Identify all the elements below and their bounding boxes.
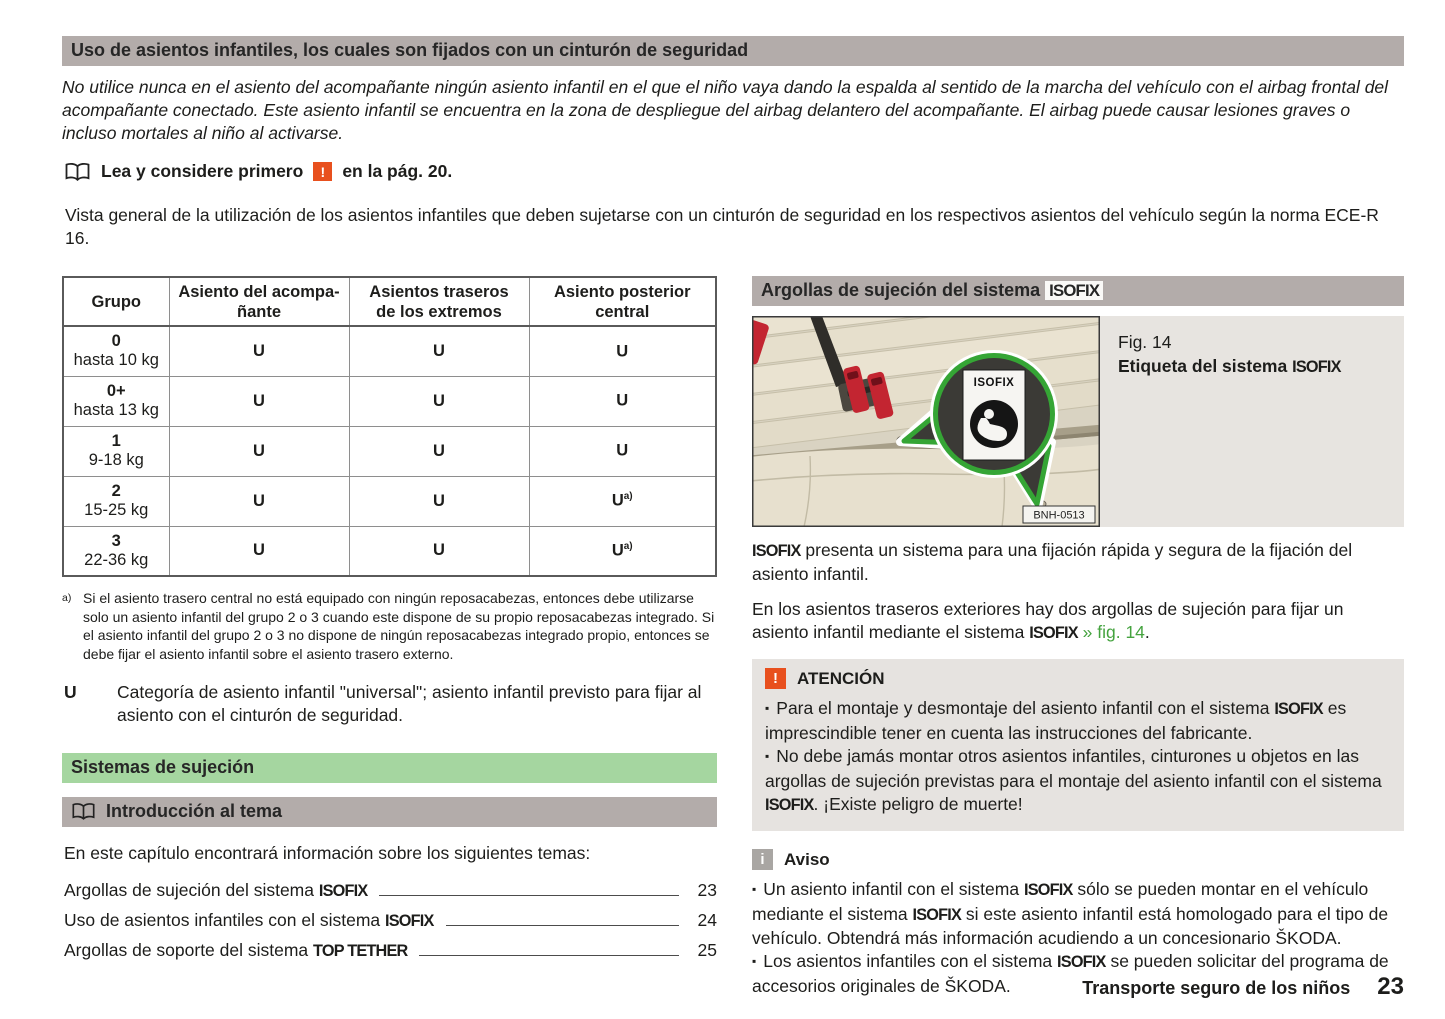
warning-icon: ! [765,668,786,689]
overview-text: Vista general de la utilización de los asientos infantiles que deben sujetarse con un cinturón de seguridad en los respectivos asientos del vehículo según la norma ECE-R 16. [65,205,1379,248]
read-first-suffix: en la pág. 20. [342,161,453,181]
attention-header [765,668,1391,689]
toc-item[interactable]: Argollas de soporte del sistema TOP TETHER 25 [64,936,717,966]
table-footnote [62,589,717,663]
toc-intro-text: En este capítulo encontrará información sobre los siguientes temas: [64,843,591,863]
footer-page-number: 23 [1377,973,1404,1000]
toc-page-number: 23 [697,880,717,900]
section-isofix-anchors: Argollas de sujeción del sistema ISOFIX [752,276,1404,306]
page-title: Uso de asientos infantiles, los cuales son fijados con un cinturón de seguridad [62,36,1404,66]
page-footer [1082,973,1404,1001]
attention-title: ATENCIÓN [797,668,885,688]
table-row: 0 hasta 10 kg U U U [63,326,716,376]
info-icon: i [752,849,773,870]
section-topic-intro-label: Introducción al tema [106,801,283,821]
attention-box [752,659,1404,831]
table-row: 2 15-25 kg U U $U^{a)}$ [63,476,716,526]
u-term: U [64,682,77,702]
read-first-prefix: Lea y considere primero [101,161,304,181]
toc-item[interactable]: Uso de asientos infantiles con el sistema ISOFIX 24 [64,906,717,936]
col-header-rear-center: Asiento posterior central [529,277,716,326]
seat-usage-table [62,276,717,577]
toc-item[interactable]: Argollas de sujeción del sistema ISOFIX 23 [64,876,717,906]
open-book-icon [71,802,96,821]
table-of-contents [64,876,717,966]
footnote-text: Si el asiento trasero central no está equipado con ningún reposacabezas, entonces debe utilizarse solo un asiento infantil del grupo 2 o 3 cuando este dispone de su propio reposacabezas integrado. Si el asiento infantil del grupo 2 o 3 no dispone de ningún reposacabezas integrado propio, entonces se debe fijar el asiento infantil sobre el asiento trasero externo. [83,590,715,662]
svg-text:ISOFIX: ISOFIX [973,377,1015,389]
notice-title: Aviso [784,849,830,869]
figure-14-link[interactable]: » fig. 14 [1082,622,1145,642]
u-definition-text: Categoría de asiento infantil "universal"; asiento infantil previsto para fijar al asiento con el cinturón de seguridad. [117,682,702,725]
table-row: 1 9-18 kg U U U [63,426,716,476]
footer-chapter-title: Transporte seguro de los niños [1082,978,1351,998]
figure-caption [1100,316,1404,527]
isofix-paragraph-1: ISOFIX presenta un sistema para una fijación rápida y segura de la fijación del asiento infantil. [752,540,1353,584]
u-category-definition [64,681,717,727]
toc-page-number: 24 [697,910,717,930]
footnote-marker: a) [62,592,72,604]
col-header-rear-outer: Asientos traseros de los extremos [349,277,529,326]
alert-badge-icon: ! [313,162,332,181]
figure-label: Fig. 14 [1118,332,1172,352]
open-book-icon [64,162,91,182]
section-restraint-systems: Sistemas de sujeción [62,753,717,783]
section-topic-intro [62,797,717,827]
figure-14 [752,316,1404,527]
toc-page-number: 25 [697,940,717,960]
col-header-front-passenger: Asiento del acompa- ñante [169,277,349,326]
attention-item: ▪ Para el montaje y desmontaje del asiento infantil con el sistema ISOFIX es imprescindible tener en cuenta las instrucciones del fabricante. [765,697,1391,745]
col-header-grupo: Grupo [63,277,169,326]
toc-leader-line [446,925,679,926]
right-column [752,276,1404,998]
airbag-warning-text: No utilice nunca en el asiento del acompañante ningún asiento infantil en el que el niño vaya dando la espalda al sentido de la marcha del vehículo con el airbag frontal del acompañante conectado. Este asiento infantil se encuentra en la zona de despliegue del airbag delantero del acompañante. El airbag puede causar lesiones graves o incluso mortales al niño al activarse. [62,77,1389,143]
toc-leader-line [419,955,679,956]
table-header-row [63,277,716,326]
notice-item: ▪ Un asiento infantil con el sistema ISOFIX sólo se pueden montar en el vehículo mediante el sistema ISOFIX si este asiento infantil está homologado para el tipo de vehículo. Obtendrá más información acudiendo a un concesionario ŠKODA. [752,878,1404,950]
figure-image-code: BNH-0513 [1033,509,1085,522]
attention-item: ▪ No debe jamás montar otros asientos infantiles, cinturones u objetos en las argollas de sujeción previstas para el montaje del asiento infantil con el sistema ISOFIX. ¡Existe peligro de muerte! [765,745,1391,817]
left-column [62,276,717,966]
figure-caption-text: Etiqueta del sistema ISOFIX [1118,356,1341,376]
table-row: 0+ hasta 13 kg U U U [63,376,716,426]
notice-item: ▪ Los asientos infantiles con el sistema ISOFIX se pueden solicitar del programa de accesorios originales de ŠKODA. [752,950,1404,998]
isofix-seat-illustration [752,316,1100,527]
toc-leader-line [379,895,679,896]
isofix-paragraph-2: En los asientos traseros exteriores hay dos argollas de sujeción para fijar un asiento infantil mediante el sistema ISOFIX » fig. 14. [752,599,1344,642]
notice-header [752,849,1404,870]
table-row: 3 22-36 kg U U $U^{a)}$ [63,526,716,576]
read-first-note [64,161,1404,182]
